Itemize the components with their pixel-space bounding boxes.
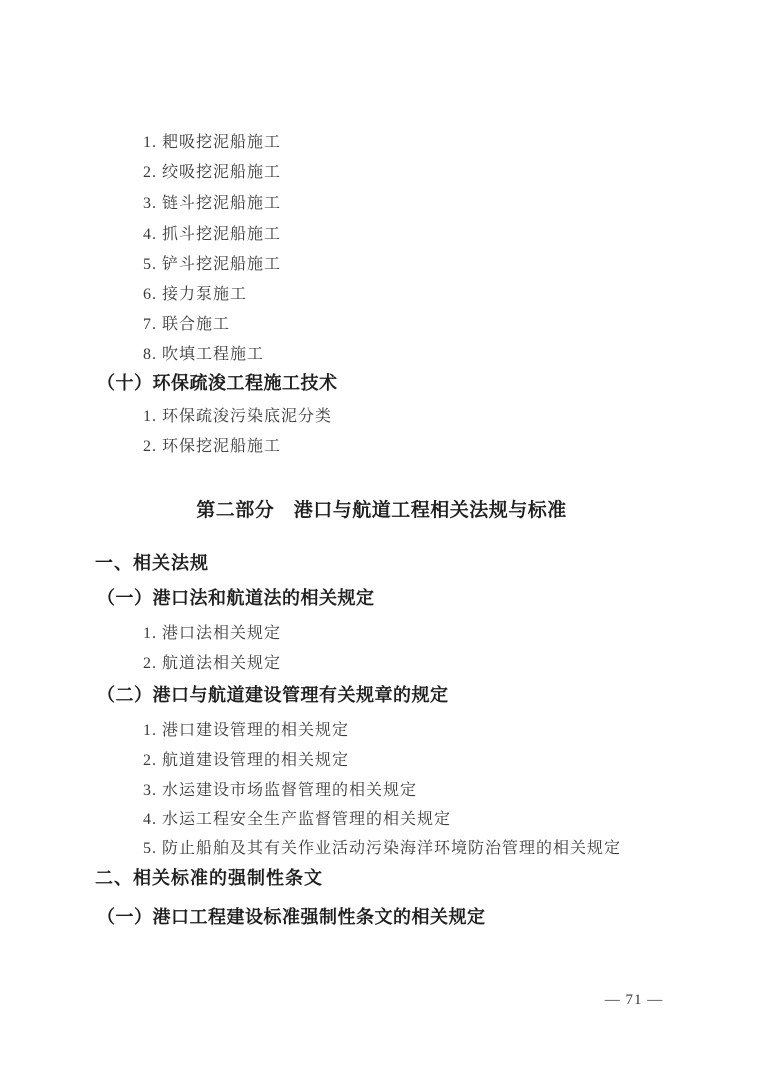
- list-item: 2. 航道法相关规定: [143, 655, 282, 672]
- list-item: 5. 铲斗挖泥船施工: [143, 256, 282, 273]
- part-title: 第二部分 港口与航道工程相关法规与标准: [196, 500, 567, 521]
- list-item: 3. 链斗挖泥船施工: [143, 195, 282, 212]
- page-number: — 71 —: [604, 992, 664, 1008]
- list-item: 2. 航道建设管理的相关规定: [143, 752, 350, 769]
- subsection-heading: （二）港口与航道建设管理有关规章的规定: [97, 685, 449, 705]
- list-item: 2. 环保挖泥船施工: [143, 438, 282, 455]
- list-item: 6. 接力泵施工: [143, 286, 248, 303]
- section-heading: 一、相关法规: [95, 553, 209, 573]
- list-item: 3. 水运建设市场监督管理的相关规定: [143, 782, 418, 799]
- list-item: 1. 环保疏浚污染底泥分类: [143, 408, 333, 425]
- list-item: 5. 防止船舶及其有关作业活动污染海洋环境防治管理的相关规定: [143, 840, 622, 857]
- list-item: 2. 绞吸挖泥船施工: [143, 164, 282, 181]
- list-item: 4. 抓斗挖泥船施工: [143, 226, 282, 243]
- list-item: 4. 水运工程安全生产监督管理的相关规定: [143, 811, 452, 828]
- section-heading: 二、相关标准的强制性条文: [95, 868, 323, 888]
- subsection-heading: （一）港口法和航道法的相关规定: [97, 588, 375, 608]
- list-item: 1. 港口法相关规定: [143, 625, 282, 642]
- list-item: 7. 联合施工: [143, 316, 231, 333]
- list-item: 8. 吹填工程施工: [143, 346, 265, 363]
- subsection-heading: （一）港口工程建设标准强制性条文的相关规定: [97, 907, 486, 927]
- list-item: 1. 耙吸挖泥船施工: [143, 134, 282, 151]
- subsection-heading: （十）环保疏浚工程施工技术: [97, 373, 338, 393]
- list-item: 1. 港口建设管理的相关规定: [143, 722, 350, 739]
